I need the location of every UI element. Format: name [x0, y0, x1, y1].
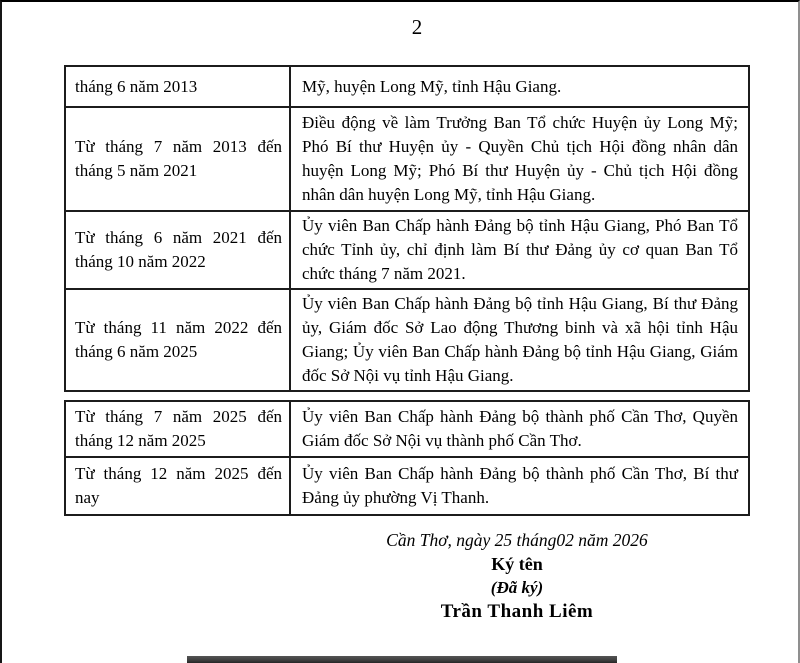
period-cell: Từ tháng 11 năm 2022 đến tháng 6 năm 2025	[65, 289, 290, 391]
description-cell: Ủy viên Ban Chấp hành Đảng bộ thành phố Cần Thơ, Bí thư Đảng ủy phường Vị Thanh.	[290, 457, 749, 515]
description-cell: Ủy viên Ban Chấp hành Đảng bộ tỉnh Hậu Giang, Bí thư Đảng ủy, Giám đốc Sở Lao động Thương binh và xã hội tỉnh Hậu Giang; Ủy viên Ban Chấp hành Đảng bộ tỉnh Hậu Giang, Giám đốc Sở Nội vụ tỉnh Hậu Giang.	[290, 289, 749, 391]
signature-place-date: Cần Thơ, ngày 25 tháng02 năm 2026	[386, 530, 648, 550]
signer-name: Trần Thanh Liêm	[440, 601, 594, 622]
table-row	[65, 211, 749, 289]
period-cell: Từ tháng 7 năm 2025 đến tháng 12 năm 2025	[65, 401, 290, 457]
description-cell: Ủy viên Ban Chấp hành Đảng bộ thành phố Cần Thơ, Quyền Giám đốc Sở Nội vụ thành phố Cần Thơ.	[290, 401, 749, 457]
bottom-dark-bar	[187, 656, 617, 663]
table-row	[65, 107, 749, 211]
period-cell: Từ tháng 7 năm 2013 đến tháng 5 năm 2021	[65, 107, 290, 211]
signature-block	[332, 529, 702, 624]
table-row	[65, 289, 749, 391]
table-row	[65, 457, 749, 515]
sign-label: Ký tên	[491, 554, 543, 574]
description-cell: Điều động về làm Trưởng Ban Tổ chức Huyện ủy Long Mỹ; Phó Bí thư Huyện ủy - Quyền Chủ tịch Hội đồng nhân dân huyện Long Mỹ; Phó Bí thư Huyện ủy - Chủ tịch Hội đồng nhân dân huyện Long Mỹ, tỉnh Hậu Giang.	[290, 107, 749, 211]
table-row	[65, 401, 749, 457]
period-cell: Từ tháng 6 năm 2021 đến tháng 10 năm 2022	[65, 211, 290, 289]
career-history-table-part-2	[64, 400, 750, 516]
description-cell: Mỹ, huyện Long Mỹ, tỉnh Hậu Giang.	[290, 66, 749, 107]
table-row	[65, 66, 749, 107]
career-history-table-part-1	[64, 65, 750, 392]
page-number: 2	[411, 15, 423, 39]
period-cell: Từ tháng 12 năm 2025 đến nay	[65, 457, 290, 515]
signed-note: (Đã ký)	[490, 578, 544, 597]
description-cell: Ủy viên Ban Chấp hành Đảng bộ tỉnh Hậu Giang, Phó Ban Tổ chức Tỉnh ủy, chỉ định làm Bí thư Đảng ủy cơ quan Ban Tổ chức tháng 7 năm 2021.	[290, 211, 749, 289]
period-cell: tháng 6 năm 2013	[65, 66, 290, 107]
